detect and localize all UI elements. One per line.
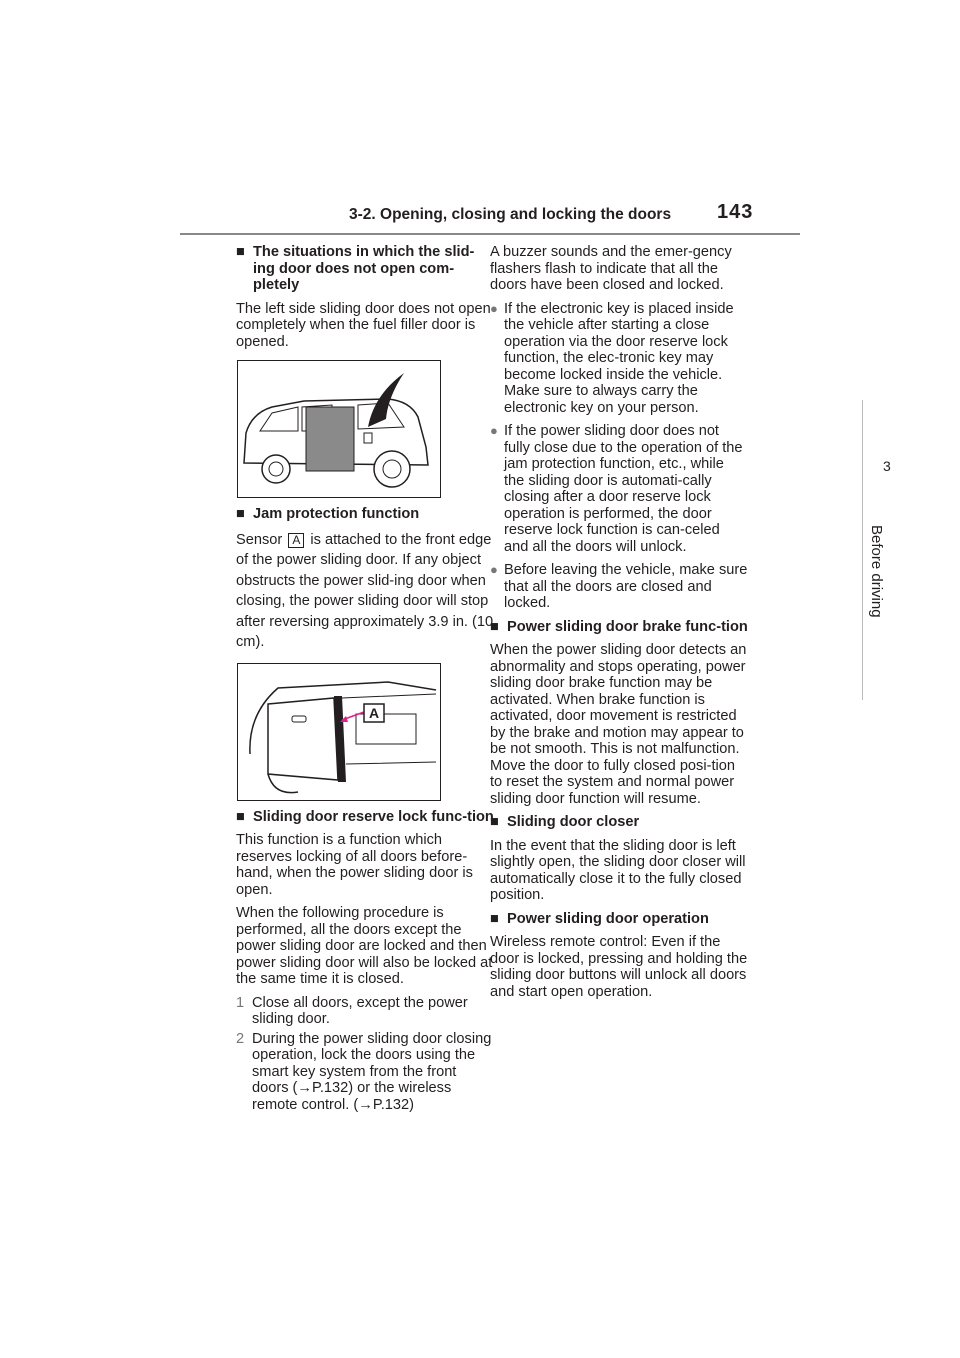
heading-brake-function — [490, 619, 748, 636]
chapter-title: Before driving — [868, 525, 885, 618]
chapter-number: 3 — [883, 458, 891, 474]
heading-text: Power sliding door operation — [507, 910, 709, 927]
bullet-text: If the power sliding door does not fully close due to the operation of the jam protection function, etc., while the sliding door is automati-cally closing after a door reserve lock operation is performed, the door reserve lock function is can-celed and all the doors will unlock. — [504, 423, 743, 555]
note-bullet — [490, 301, 748, 417]
sensor-label-box: A — [288, 533, 304, 548]
page-header — [180, 200, 800, 230]
heading-text: Jam protection function — [253, 506, 420, 522]
body-text: A buzzer sounds and the emer-gency flashers flash to indicate that all the doors have been closed and locked. — [490, 244, 732, 293]
jam-protection-text — [236, 530, 494, 653]
round-bullet-icon: ● — [490, 562, 498, 577]
body-text: In the event that the sliding door is left slightly open, the sliding door closer will automatically close it to the fully closed position. — [490, 837, 746, 903]
heading-door-operation — [490, 911, 748, 928]
left-column — [236, 244, 494, 1116]
round-bullet-icon: ● — [490, 423, 498, 438]
minivan-illustration — [238, 361, 440, 497]
sliding-door-sensor-illustration — [238, 664, 440, 800]
body-text: The left side sliding door does not open completely when the fuel filler door is opened. — [236, 300, 491, 350]
header-rule — [180, 233, 800, 235]
body-text: This function is a function which reserves locking of all doors before-hand, when the power sliding door is open. — [236, 832, 473, 898]
step-text: Close all doors, except the power sliding door. — [252, 994, 468, 1027]
figure-minivan-side-view — [237, 360, 441, 498]
square-bullet-icon: ■ — [236, 808, 245, 825]
bullet-text: Before leaving the vehicle, make sure that all the doors are closed and locked. — [504, 562, 748, 611]
sensor-text-b: is attached to the front edge of the power sliding door. If any object obstructs the power slid-ing door when closing, the power sliding door will stop after reversing approximately 3.9 in. (10 cm). — [236, 531, 494, 650]
step-text: During the power sliding door closing operation, lock the doors using the smart key system from the front doors (→P.132) or the wireless remote control. (→P.132) — [252, 1030, 492, 1113]
sensor-a-callout: A — [368, 704, 380, 721]
heading-jam-protection — [236, 506, 494, 523]
bullet-text: If the electronic key is placed inside the vehicle after starting a close operation via the door reserve lock function, the elec-tronic key may become locked inside the vehicle. Make sure to always carry the electronic key on your person. — [504, 300, 734, 416]
round-bullet-icon: ● — [490, 300, 498, 316]
sensor-text-a: Sensor — [236, 531, 283, 548]
section-title: 3-2. Opening, closing and locking the doors — [349, 206, 672, 223]
heading-door-closer — [490, 814, 748, 831]
right-column — [490, 244, 748, 1007]
note-bullet — [490, 423, 748, 555]
procedure-step — [236, 995, 494, 1028]
heading-sliding-door-not-open — [236, 244, 494, 294]
procedure-step — [236, 1031, 494, 1114]
heading-text: Sliding door closer — [507, 814, 640, 830]
body-text: When the following procedure is performed, all the doors except the power sliding door are locked and then power sliding door will also be locked at the same time it is closed. — [236, 905, 493, 987]
square-bullet-icon: ■ — [490, 814, 499, 830]
square-bullet-icon: ■ — [490, 618, 499, 635]
side-tab-divider — [862, 400, 863, 700]
square-bullet-icon: ■ — [490, 910, 499, 927]
figure-sensor-location — [237, 663, 441, 801]
heading-reserve-lock — [236, 809, 494, 826]
body-text: Wireless remote control: Even if the door is locked, pressing and holding the sliding door buttons will unlock all doors and start open operation. — [490, 934, 748, 1000]
square-bullet-icon: ■ — [236, 506, 245, 522]
step-number: 2 — [236, 1030, 245, 1047]
square-bullet-icon: ■ — [236, 244, 245, 260]
heading-text: The situations in which the slid-ing door does not open com-pletely — [253, 244, 475, 293]
heading-text: Sliding door reserve lock func-tion — [253, 808, 494, 825]
body-text: When the power sliding door detects an abnormality and stops operating, power sliding door brake function may be activated. When brake function is activated, door movement is restricted by the brake and motion may appear to be not smooth. This is not malfunction. Move the door to fully closed posi-tion to reset the system and normal power sliding door function will resume. — [490, 642, 747, 807]
heading-text: Power sliding door brake func-tion — [507, 618, 748, 635]
note-bullet — [490, 562, 748, 612]
page-number: 143 — [717, 201, 754, 223]
step-number: 1 — [236, 994, 245, 1011]
